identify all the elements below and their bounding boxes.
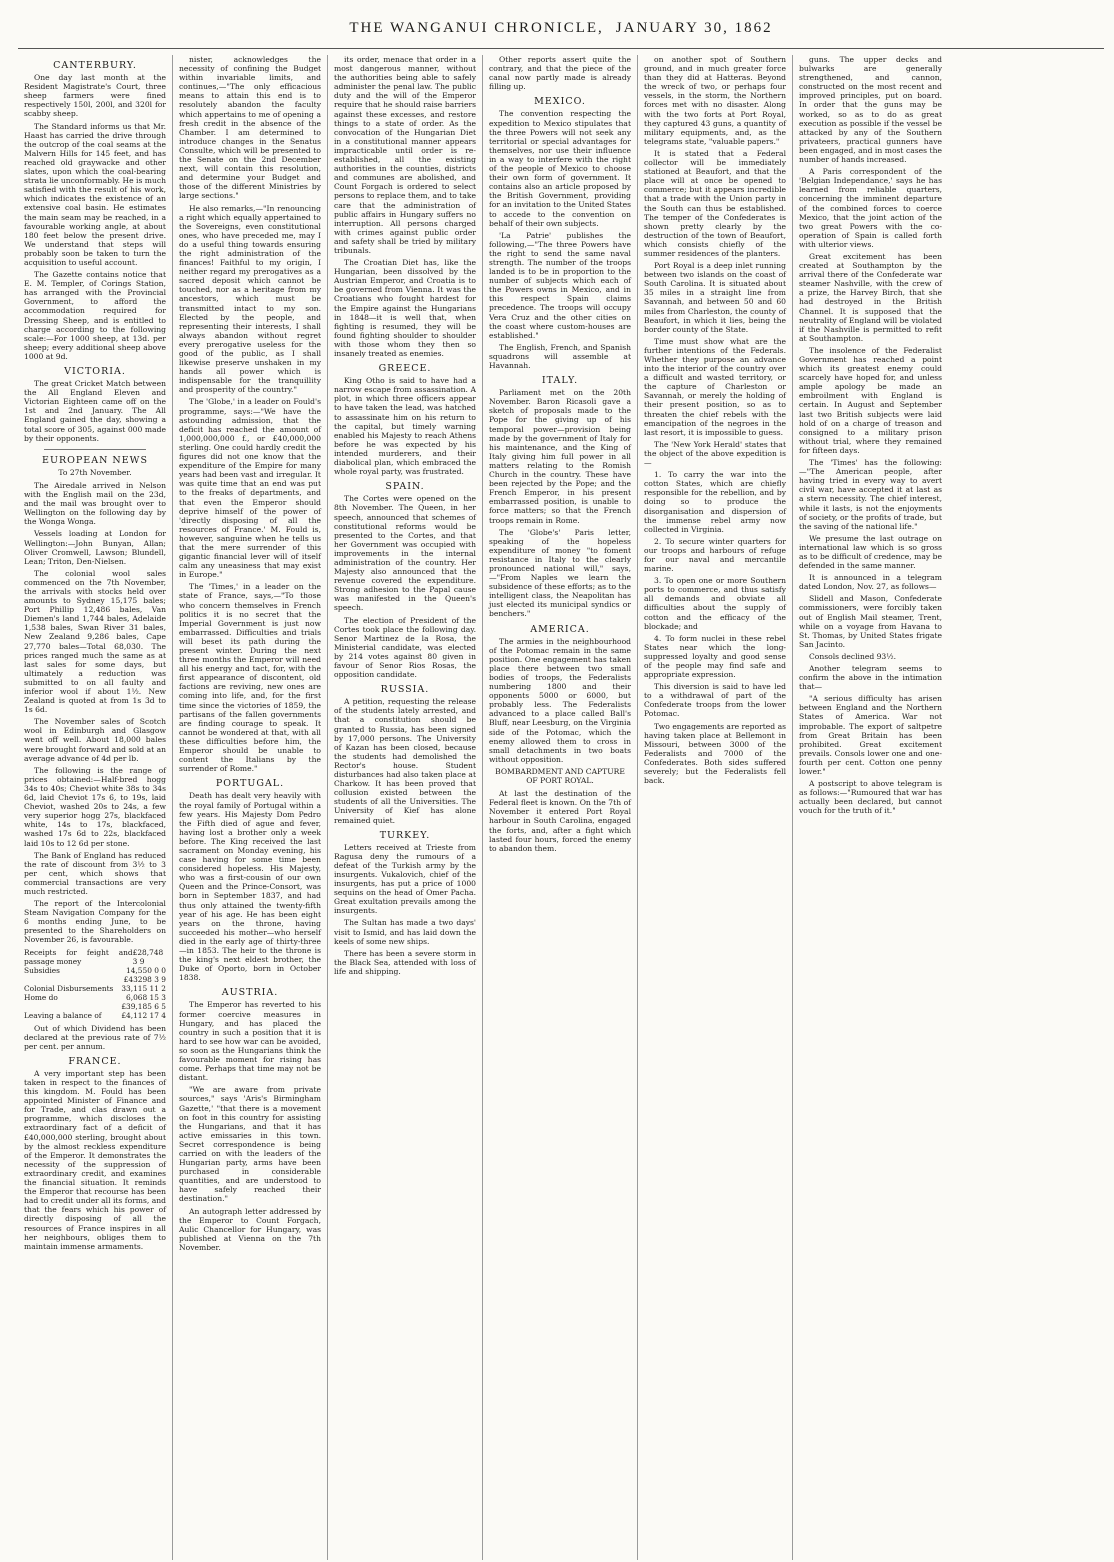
paragraph: The 'Times,' in a leader on the state of France, says,—"To those who concern themselves in French politics it is no secret that the Imperial Government is just now embarrassed. Difficulties and trials will beset its path during the present winter. During the next three months the Emperor will need all his energy and tact, for, with the first appearance of discontent, old factions are reviving, new ones are coming into life, and, for the first time since the victories of 1859, the partisans of the fallen governments are finding courage to speak. It cannot be wondered at that, with all these difficulties before him, the Emperor should be unable to content the Italians by the surrender of Rome." — [179, 582, 321, 774]
paragraph: The election of President of the Cortes took place the following day. Senor Martinez de la Rosa, the Ministerial candidate, was elected by 214 votes against 80 given in favour of Senor Rios Rosas, the opposition candidate. — [334, 615, 476, 680]
paragraph: Parliament met on the 20th November. Baron Ricasoli gave a sketch of proposals made to the Pope for the giving up of his temporal power—provision being made by the government of Italy for his maintenance, and the King of Italy giving him full power in all matters relating to the Romish Church in the country. These have been rejected by the Pope; and the French Emperor, in his present embarrassed position, is unable to force matters; so that the French troops remain in Rome. — [489, 388, 631, 525]
paragraph: The armies in the neighbourhood of the Potomac remain in the same position. One engagement has taken place there between two small bodies of troops, the Federalists numbering 1800 and their opponents 5000 or 6000, but probably less. The Federalists advanced to a place called Ball's Bluff, near Leesburg, on the Virginia side of the Potomac, which the enemy allowed them to cross in small detachments in two boats without opposition. — [489, 636, 631, 764]
heading-greece: GREECE. — [378, 363, 432, 375]
paragraph: The convention respecting the expedition to Mexico stipulates that the three Powers will not seek any territorial or special advantages for themselves, nor use their influence in a way to interfere with the right of the people of Mexico to choose their own form of government. It contains also an article proposed by the British Government, providing for an invitation to the United States to accede to the convention on behalf of their own subjects. — [489, 109, 631, 228]
heading-italy: ITALY. — [541, 375, 579, 387]
heading-portugal: PORTUGAL. — [215, 778, 285, 790]
paragraph: We presume the last outrage on international law which is so gross as to be difficult of credence, may be defended in the same manner. — [799, 533, 942, 571]
ledger-row: Colonial Disbursements 33,115 11 2 — [24, 983, 166, 993]
paragraph: The Standard informs us that Mr. Haast has carried the drive through the outcrop of the coal seams at the Malvern Hills for 145 feet, and has reached old graywacke and other slates, upon which the coal-bearing strata lie unconformably. He is much satisfied with the result of his work, which indicates the existence of an extensive coal basin. He estimates the main seam may be reached, in a favourable working angle, at about 180 feet below the present drive. We understand that steps will probably soon be taken to turn the acquisition to useful account. — [24, 121, 167, 267]
column-2 — [173, 55, 328, 1560]
paragraph: A petition, requesting the release of the students lately arrested, and that a constitution should be granted to Russia, has been signed by 17,000 persons. The University of Kazan has been closed, because the students had demolished the Rector's house. Student disturbances had also taken place at Charkow. It has been proved that collusion existed between the students of all the Universities. The University of Kief has alone remained quiet. — [334, 697, 476, 825]
ledger-row: Subsidies 14,550 0 0 — [24, 965, 166, 975]
paragraph: guns. The upper decks and bulwarks are generally strengthened, and cannon, constructed on the most recent and improved principles, put on board. In order that the guns may be worked, so as to do as great execution as possible if the vessel be attacked by any of the Southern privateers, practical gunners have been engaged, and in most cases the number of hands increased. — [799, 55, 942, 165]
paragraph: Great excitement has been created at Southampton by the arrival there of the Confederate war steamer Nashville, with the crew of a prize, the Harvey Birch, that she had destroyed in the British Channel. It is supposed that the neutrality of England will be violated if the Nashville is permitted to refit at Southampton. — [799, 251, 942, 343]
paragraph: 'La Patrie' publishes the following,—"The three Powers have the right to send the same naval strength. The number of the troops landed is to be in proportion to the number of subjects which each of the Powers owns in Mexico, and in this respect Spain claims precedence. The troops will occupy Vera Cruz and the other cities on the coast where custom-houses are established." — [489, 230, 631, 340]
paragraph: Letters received at Trieste from Ragusa deny the rumours of a defeat of the Turkish army by the insurgents. Vukalovich, chief of the insurgents, has put a price of 1000 sequins on the head of Omer Pacha. Great exultation prevails among the insurgents. — [334, 842, 476, 916]
column-5 — [638, 55, 793, 1560]
paragraph: The November sales of Scotch wool in Edinburgh and Glasgow went off well. About 18,000 bales were brought forward and sold at an average advance of 4d per lb. — [24, 717, 166, 763]
ledger-row: £39,185 6 5 — [121, 1001, 166, 1011]
ledger-row: Home do 6,068 15 3 — [24, 992, 166, 1002]
paragraph: on another spot of Southern ground, and in much greater force than they did at Hatteras. Beyond the wreck of two, or perhaps four vessels, in the storm, the Northern forces met with no disaster. Along with the two forts at Port Royal, they captured 43 guns, a quantity of military equipments, and, as the telegrams state, "valuable papers." — [644, 55, 786, 146]
paragraph: Two engagements are reported as having taken place at Bellemont in Missouri, between 3000 of the Federalists and 7000 of the Confederates. Both sides suffered severely; but the Federalists fell back. — [644, 721, 786, 786]
paragraph: The Croatian Diet has, like the Hungarian, been dissolved by the Austrian Emperor, and Croatia is to be governed from Vienna. It was the Croatians who fought hardest for the Empire against the Hungarians in 1848—it is well that, when fighting is resumed, they will be found fighting shoulder to shoulder with those whom they then so insanely treated as enemies. — [334, 258, 476, 358]
paragraph: There has been a severe storm in the Black Sea, attended with loss of life and shipping. — [334, 948, 476, 976]
paragraph: nister, acknowledges the necessity of confining the Budget within invariable limits, and continues,—"The only efficacious means to attain this end is to resolutely abandon the faculty which appertains to me of opening a fresh credit in the absence of the Chamber. I am determined to introduce changes in the Senatus Consulte, which will be presented to the Senate on the 2nd December next, will contain this resolution, and determine your Budget and those of the different Ministries by large sections." — [179, 55, 321, 201]
paragraph: The Emperor has reverted to his former coercive measures in Hungary, and has placed the country in such a position that it is hard to see how war can be avoided, so soon as the Hungarians think the favourable moment for rising has come. Perhaps that time may not be distant. — [179, 1000, 321, 1083]
paragraph: It is announced in a telegram dated London, Nov. 27, as follows— — [799, 573, 942, 592]
heading-turkey: TURKEY. — [379, 829, 431, 841]
paragraph: The insolence of the Federalist Government has reached a point which its greatest enemy could scarcely have hoped for, and unless ample apology be made an embroilment with England is certain. In August and September last two British subjects were laid hold of on a charge of treason and consigned to a military prison without trial, where they remained for fifteen days. — [799, 345, 942, 455]
column-1 — [18, 55, 173, 1560]
heading-canterbury: CANTERBURY. — [53, 60, 137, 71]
paragraph: "A serious difficulty has arisen between England and the Northern States of America. War not improbable. The export of saltpetre from Great Britain has been prohibited. Great excitement prevails. Consols lower one and one-fourth per cent. Cotton one penny lower." — [799, 694, 942, 777]
column-4 — [483, 55, 638, 1560]
paragraph: King Otho is said to have had a narrow escape from assassination. A plot, in which three officers appear to have taken the lead, was hatched to assassinate him on his return to the capital, but timely warning enabled his Majesty to reach Athens before he was expected by his intended murderers, and their diabolical plan, which embraced the whole royal party, was frustrated. — [334, 376, 476, 477]
paragraph: 2. To secure winter quarters for our troops and harbours of refuge for our naval and mercantile marine. — [644, 536, 786, 574]
heading-spain: SPAIN. — [385, 481, 425, 493]
masthead-date: JANUARY 30, 1862 — [615, 19, 773, 36]
paragraph: The Airedale arrived in Nelson with the English mail on the 23d, and the mail was brought over to Wellington on the following day by the Wonga Wonga. — [24, 480, 166, 527]
column-3 — [328, 55, 483, 1560]
paragraph: The colonial wool sales commenced on the 7th November, the arrivals with stocks held over amounts to Sydney 15,175 bales; Port Phillip 12,486 bales, Van Diemen's land 1,744 bales, Adelaide 1,538 bales, Swan River 31 bales, New Zealand 9,286 bales, Cape 27,770 bales—Total 68,030. The prices ranged much the same as at last sales for some days, but ultimately a reduction was submitted to on all faulty and inferior wool if about 1½. New Zealand is quoted at from 1s 3d to 1s 6d. — [24, 568, 166, 715]
paragraph: The English, French, and Spanish squadrons will assemble at Havannah. — [489, 342, 631, 370]
paragraph: Vessels loading at London for Wellington:—John Bunyan, Allan; Oliver Cromwell, Lawson; Blundell, Lean; Triton, Den-Nielsen. — [24, 529, 166, 566]
financial-ledger — [24, 948, 166, 1020]
ledger-row: Leaving a balance of £4,112 17 4 — [24, 1010, 166, 1020]
paragraph: One day last month at the Resident Magistrate's Court, three sheep farmers were fined respectively 150l, 200l, and 320l for scabby sheep. — [24, 73, 166, 119]
heading-european-news: EUROPEAN NEWS — [42, 454, 148, 466]
heading-mexico: MEXICO. — [534, 96, 586, 108]
subheading-port-royal: BOMBARDMENT AND CAPTURE OF PORT ROYAL. — [495, 766, 625, 786]
ledger-row: Receipts for feight and passage money £28,748 3 9 — [24, 947, 164, 966]
paragraph: The 'Globe,' in a leader on Fould's programme, says:—"We have the astounding admission, that the deficit has reached the amount of 1,000,000,000 f., or £40,000,000 sterling. One could hardly credit the figures did not one know that the expenditure of the Empire for many years had been vast and irregular. It was quite time that an end was put to the freaks of departments, and that even the Emperor should deprive himself of the power of 'directly disposing of all the resources of France.' M. Fould is, however, sanguine when he tells us that the mere surrender of this gigantic financial lever will of itself calm any uneasiness that may exist in Europe." — [179, 397, 321, 580]
column-6 — [793, 55, 948, 1560]
paragraph: The 'New York Herald' states that the object of the above expedition is— — [644, 439, 786, 468]
paragraph: "We are aware from private sources," says 'Aris's Birmingham Gazette,' "that there is a movement on foot in this country for assisting the Hungarians, and that it has active emissaries in this town. Secret correspondence is being carried on with the leaders of the Hungarian party, arms have been purchased in considerable quantities, and are understood to have safely reached their destination." — [179, 1085, 321, 1204]
paragraph: Port Royal is a deep inlet running between two islands on the coast of South Carolina. It is situated about 35 miles in a straight line from Savannah, and between 50 and 60 miles from Charleston, the county of Beaufort, in which it lies, being the border county of the State. — [644, 261, 786, 334]
masthead-title: THE WANGANUI CHRONICLE, — [349, 19, 604, 36]
paragraph: 4. To form nuclei in these rebel States near which the long-suppressed loyalty and good sense of the people may find safe and appropriate expression. — [644, 633, 786, 680]
paragraph: Out of which Dividend has been declared at the previous rate of 7½ per cent. per annum. — [24, 1023, 166, 1051]
paragraph: Death has dealt very heavily with the royal family of Portugal within a few years. His Majesty Dom Pedro the Fifth died of ague and fever, having lost a brother only a week before. The King received the last sacrament on Monday evening, his case having for some time been considered hopeless. His Majesty, who was a first-cousin of our own Queen and the Prince-Consort, was born in September 1837, and had thus only attained the twenty-fifth year of his age. He has been eight years on the throne, having succeeded his mother—who herself died in the early age of thirty-three—in 1853. The heir to the throne is the king's next eldest brother, the Duke of Oporto, born in October 1838. — [179, 791, 321, 983]
paragraph: A postscript to above telegram is as follows:—"Rumoured that war has actually been declared, but cannot vouch for the truth of it." — [799, 779, 942, 816]
paragraph: Another telegram seems to confirm the above in the intimation that— — [799, 664, 942, 692]
heading-austria: AUSTRIA. — [221, 987, 279, 999]
paragraph: The 'Times' has the following:—"The American people, after having tried in every way to avert civil war, have accepted it at last as a stern necessity. The chief interest, while it lasts, is not the enjoyments of society, or the profits of trade, but the saving of the national life." — [799, 458, 942, 531]
paragraph: It is stated that a Federal collector will be immediately stationed at Beaufort, and that the place will at once be opened to commerce; but it appears incredible that a trade with the Union party in the South can thus be established. The temper of the Confederates is shown pretty clearly by the destruction of the town of Beaufort, which consists chiefly of the summer residences of the planters. — [644, 148, 786, 258]
masthead — [18, 8, 1104, 49]
paragraph: Slidell and Mason, Confederate commissioners, were forcibly taken out of English Mail steamer, Trent, while on a voyage from Havana to St. Thomas, by United States frigate San Jacinto. — [799, 594, 942, 649]
paragraph: The Bank of England has reduced the rate of discount from 3½ to 3 per cent, which shows that commercial transactions are very much restricted. — [24, 850, 166, 896]
columns — [18, 55, 1104, 1560]
subheading-date: To 27th November. — [58, 467, 132, 477]
paragraph: The Cortes were opened on the 8th November. The Queen, in her speech, announced that schemes of constitutional reforms would be presented to the Cortes, and that her Government was occupied with improvements in the internal administration of the country. Her Majesty also announced that the revenue covered the expenditure. Strong adhesion to the Papal cause was manifested in the Queen's speech. — [334, 494, 476, 613]
ledger-row: £43298 3 9 — [123, 974, 166, 984]
heading-america: AMERICA. — [530, 623, 590, 635]
divider — [44, 449, 146, 450]
paragraph: Time must show what are the further intentions of the Federals. Whether they purpose an advance into the interior of the country over a difficult and wasted territory, or the capture of Charleston or Savannah, or merely the holding of their present position, so as to threaten the chief rebels with the emancipation of the negroes in the last resort, it is impossible to guess. — [644, 336, 786, 437]
paragraph: A Paris correspondent of the 'Belgian Independance,' says he has learned from reliable quarters, concerning the imminent departure of the combined forces to coerce Mexico, that the joint action of the two great Powers with the co-operation of Spain is called forth with ulterior views. — [799, 167, 942, 249]
paragraph: The report of the Intercolonial Steam Navigation Company for the 6 months ending June, to be presented to the Shareholders on November 26, is favourable. — [24, 899, 166, 945]
paragraph: This diversion is said to have led to a withdrawal of part of the Confederate troops from the lower Potomac. — [644, 682, 786, 719]
paragraph: The following is the range of prices obtained:—Half-bred hogg 34s to 40s; Cheviot white 38s to 34s 6d, laid Cheviot 17s 6, to 19s, laid Cheviot, washed 20s to 24s, a few very superior hogg 27s, blackfaced white, 14s to 17s, blackfaced, washed 17s 6d to 22s, blackfaced laid 10s to 12 6d per stone. — [24, 765, 166, 848]
paragraph: The 'Globe's' Paris letter, speaking of the hopeless expenditure of money "to foment resistance in Italy to the clearly pronounced national will," says,—"From Naples we learn the subsidence of these efforts; as to the intelligent class, the Neapolitan has just elected its municipal syndics or benchers." — [489, 527, 631, 619]
paragraph: Consols declined 93½. — [809, 651, 897, 661]
paragraph: The Gazette contains notice that E. M. Templer, of Corings Station, has arranged with the Provincial Government, to afford the accommodation required for Dressing Sheep, and is entitled to charge according to the following scale:—For 1000 sheep, at 13d. per sheep; every additional sheep above 1000 at 9d. — [24, 270, 166, 361]
paragraph: 1. To carry the war into the cotton States, which are chiefly responsible for the rebellion, and by doing so to produce the disorganisation and dispersion of the immense rebel army now collected in Virginia. — [644, 470, 786, 534]
heading-russia: RUSSIA. — [380, 684, 430, 696]
heading-victoria: VICTORIA. — [64, 366, 126, 377]
paragraph: 3. To open one or more Southern ports to commerce, and thus satisfy all demands and obviate all difficulties about the supply of cotton and the efficacy of the blockade; and — [644, 576, 786, 631]
paragraph: He also remarks,—"In renouncing a right which equally appertained to the Sovereigns, even constitutional ones, who have preceded me, may I do a useful thing towards ensuring the right administration of the finances! Faithful to my origin, I neither regard my prerogatives as a sacred deposit which cannot be touched, nor as a heritage from my ancestors, which must be transmitted intact to my son. Elected by the people, and representing their interests, I shall always abandon without regret every prerogative useless for the good of the public, as I shall likewise preserve unshaken in my hands all power which is indispensable for the tranquillity and prosperity of the country." — [179, 203, 321, 395]
paragraph: A very important step has been taken in respect to the finances of this kingdom. M. Fould has been appointed Minister of Finance and for Trade, and clas drawn out a programme, which discloses the extraordinary fact of a deficit of £40,000,000 sterling, brought about by the almost reckless expenditure of the Emperor. It demonstrates the necessity of the suppression of extraordinary credit, and examines the financial situation. It reminds the Emperor that recourse has been had to credit under all its forms, and that the fears which his power of directly disposing of all the resources of France inspires in all her neighbours, obliges them to maintain immense armaments. — [24, 1068, 166, 1251]
heading-france: FRANCE. — [68, 1055, 122, 1067]
paragraph: The Sultan has made a two days' visit to Ismid, and has laid down the keels of some new ships. — [334, 918, 476, 946]
paragraph: The great Cricket Match between the All England Eleven and Victorian Eighteen came off on the 1st and 2nd January. The All England gained the day, showing a total score of 305, against 000 made by their opponents. — [24, 379, 166, 443]
paragraph: its order, menace that order in a most dangerous manner, without the authorities being able to safely administer the penal law. The public duty and the will of the Emperor require that he should raise barriers against these excesses, and restore things to a state of order. As the convocation of the Hungarian Diet in a constitutional manner appears impracticable until order is re-established, all the existing authorities in the counties, districts and communes are abolished, and Count Forgach is ordered to select persons to replace them, and to take care that the administration of public affairs in Hungary suffers no interruption. All persons charged with crimes against public order and safety shall be tried by military tribunals. — [334, 55, 476, 255]
paragraph: An autograph letter addressed by the Emperor to Count Forgach, Aulic Chancellor for Hungary, was published at Vienna on the 7th November. — [179, 1206, 321, 1252]
paragraph: At last the destination of the Federal fleet is known. On the 7th of November it entered Port Royal harbour in South Carolina, engaged the forts, and, after a fight which lasted four hours, forced the enemy to abandon them. — [489, 789, 631, 853]
paragraph: Other reports assert quite the contrary, and that the piece of the canal now partly made is already filling up. — [489, 55, 631, 92]
